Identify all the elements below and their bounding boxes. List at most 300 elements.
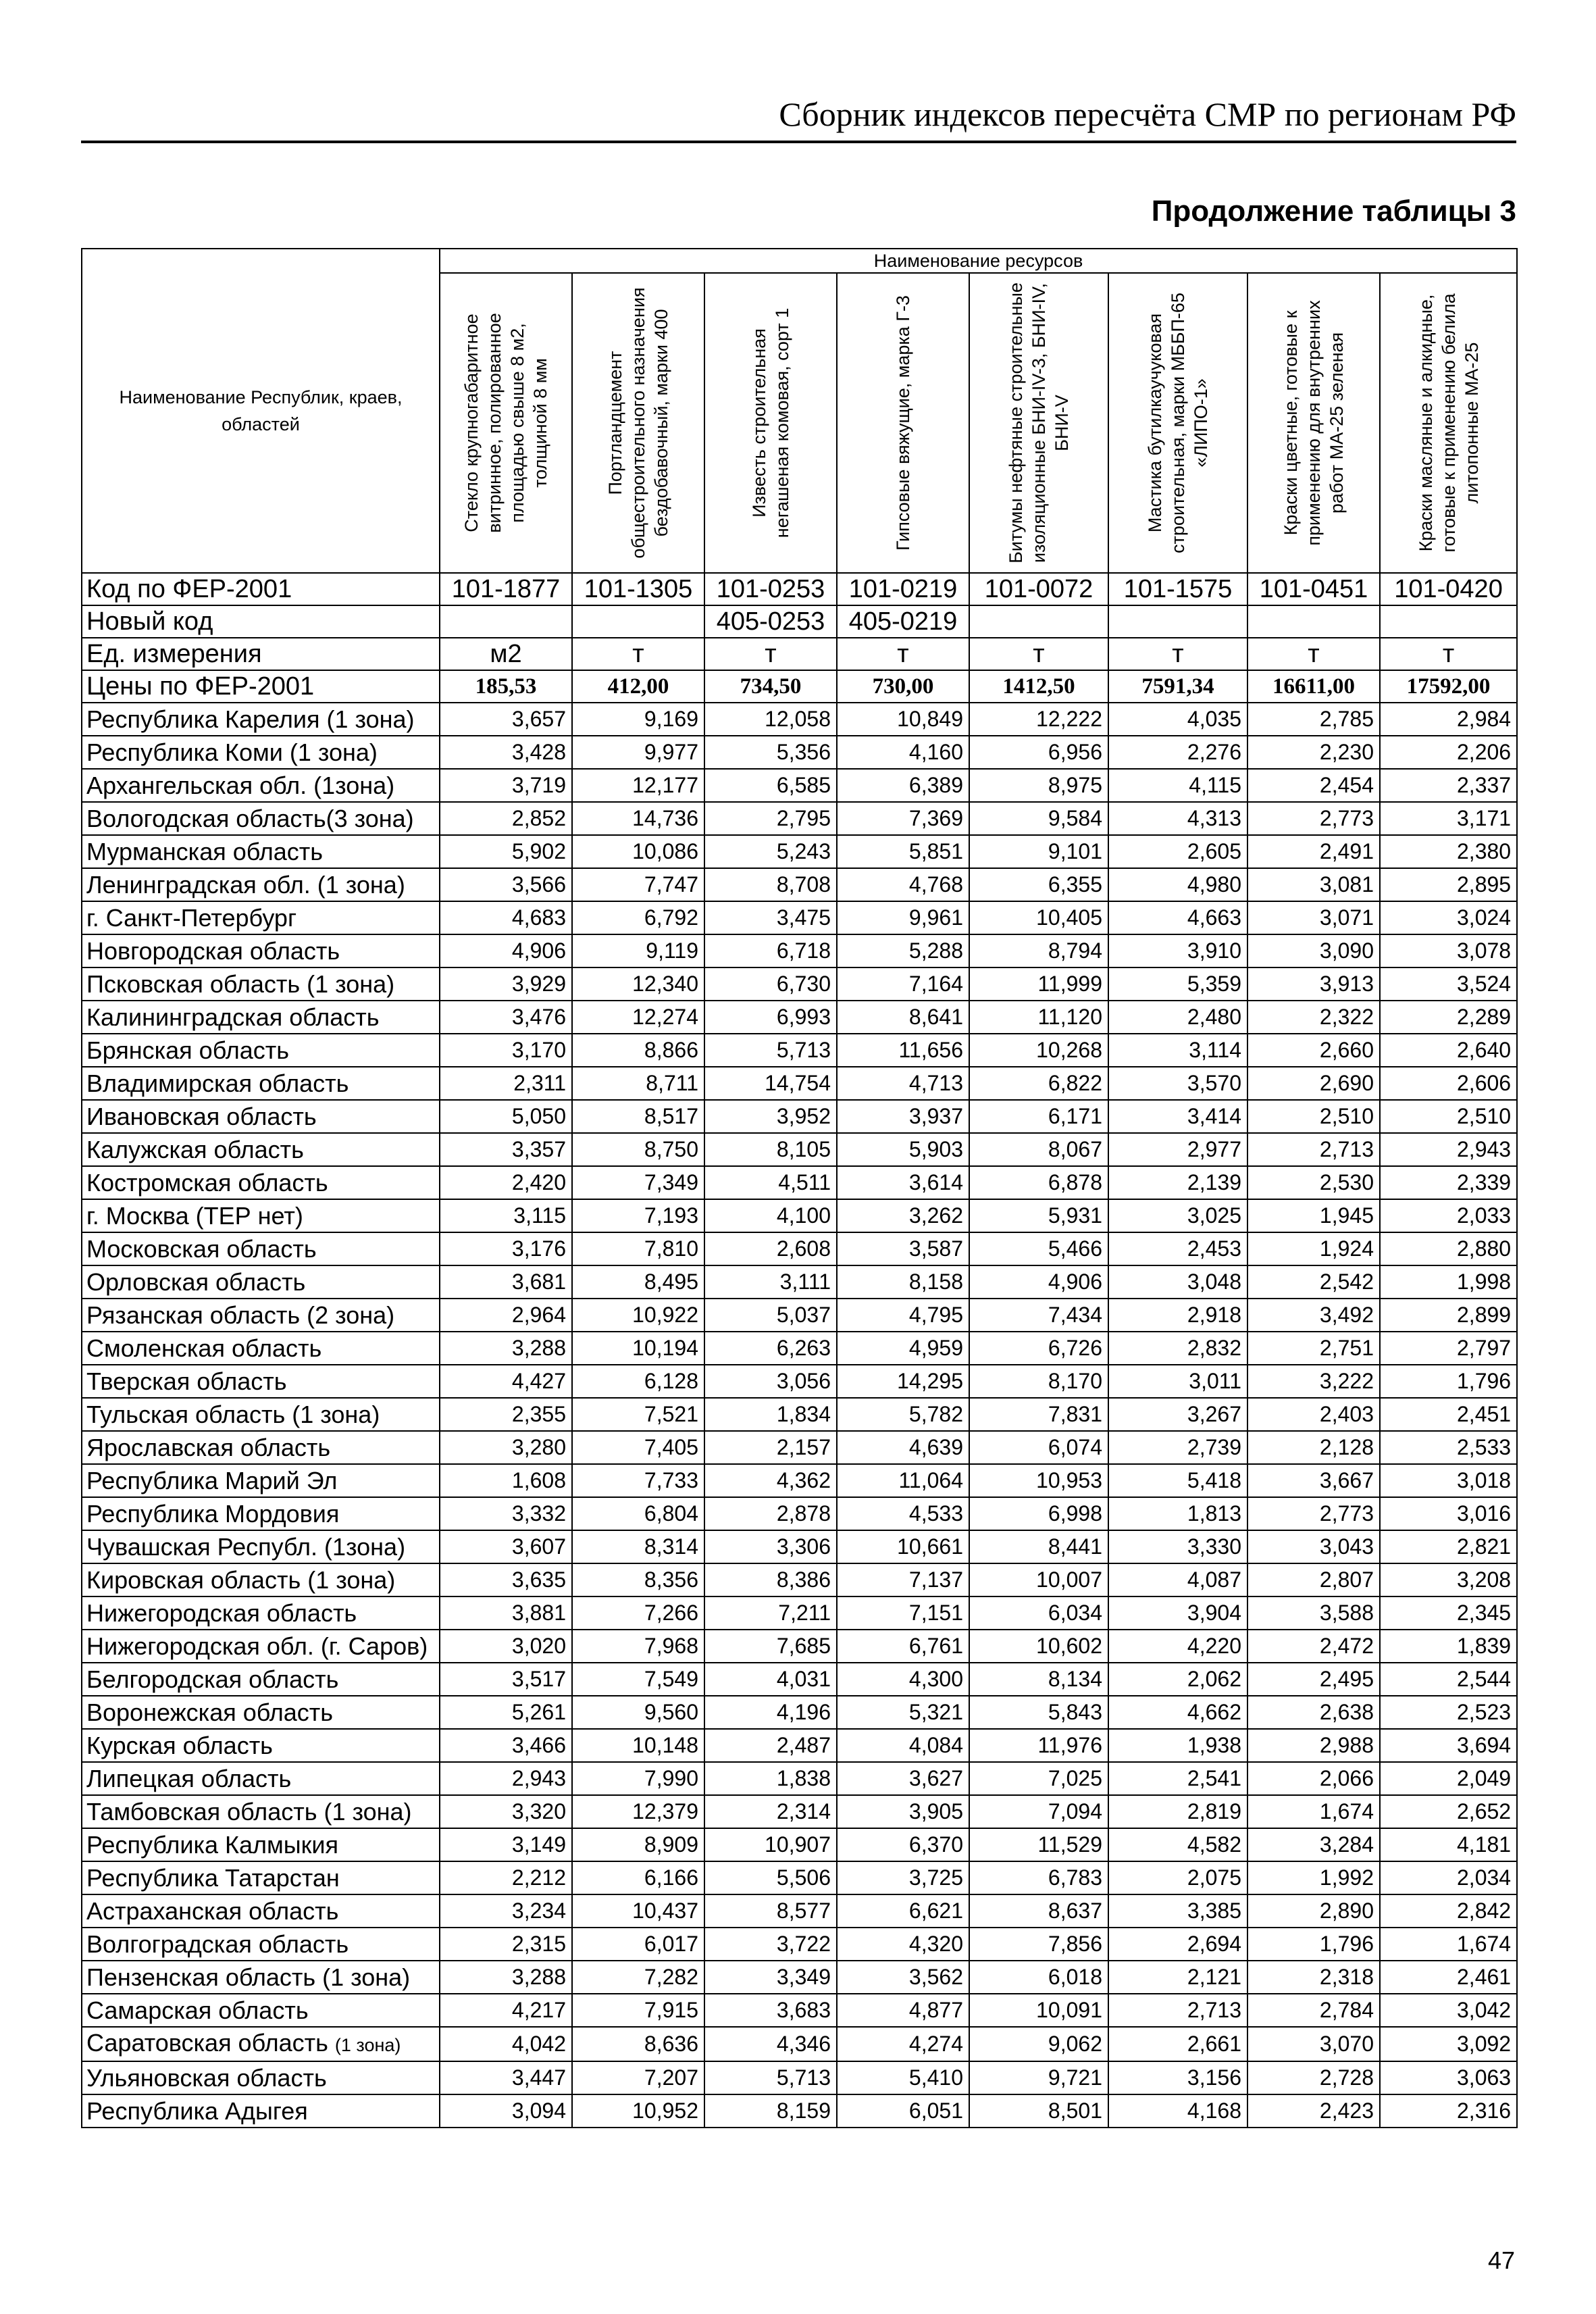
index-value: 7,349 — [572, 1166, 704, 1199]
index-value: 9,961 — [837, 901, 969, 934]
index-value: 3,011 — [1108, 1365, 1247, 1398]
price-row — [82, 670, 1517, 703]
index-value: 2,795 — [704, 802, 837, 835]
index-value: 7,549 — [572, 1663, 704, 1696]
index-value: 4,217 — [440, 1994, 572, 2027]
index-value: 4,300 — [837, 1663, 969, 1696]
index-value: 3,078 — [1380, 934, 1517, 967]
region-name — [82, 1828, 440, 1861]
region-name-text: Владимирская область — [86, 1069, 349, 1097]
index-value: 7,685 — [704, 1630, 837, 1663]
index-value: 11,064 — [837, 1464, 969, 1497]
region-name — [82, 901, 440, 934]
index-value: 1,838 — [704, 1762, 837, 1795]
index-value: 8,708 — [704, 868, 837, 901]
new-code-cell — [969, 605, 1108, 638]
unit-cell: т — [1247, 638, 1380, 670]
index-value: 2,451 — [1380, 1398, 1517, 1431]
index-value: 2,121 — [1108, 1961, 1247, 1994]
index-value: 6,804 — [572, 1497, 704, 1530]
index-value: 2,605 — [1108, 835, 1247, 868]
unit-row-label: Ед. измерения — [82, 638, 440, 670]
index-value: 3,349 — [704, 1961, 837, 1994]
region-name — [82, 1762, 440, 1795]
index-value: 3,475 — [704, 901, 837, 934]
index-value: 14,736 — [572, 802, 704, 835]
index-value: 2,066 — [1247, 1762, 1380, 1795]
index-value: 9,977 — [572, 736, 704, 769]
index-value: 3,905 — [837, 1795, 969, 1828]
index-value: 9,169 — [572, 703, 704, 736]
region-name-text: Республика Татарстан — [86, 1863, 340, 1892]
index-value: 2,510 — [1247, 1100, 1380, 1133]
index-value: 4,320 — [837, 1928, 969, 1961]
region-name-text: Тамбовская область (1 зона) — [86, 1797, 412, 1826]
region-name — [82, 1563, 440, 1596]
region-name-text: Астраханская область — [86, 1896, 339, 1925]
region-name — [82, 1332, 440, 1365]
index-value: 2,339 — [1380, 1166, 1517, 1199]
unit-cell: т — [704, 638, 837, 670]
index-value: 7,405 — [572, 1431, 704, 1464]
region-name — [82, 1001, 440, 1034]
index-value: 3,267 — [1108, 1398, 1247, 1431]
index-value: 10,952 — [572, 2094, 704, 2128]
region-name-text: Тульская область (1 зона) — [86, 1400, 380, 1428]
index-value: 2,034 — [1380, 1861, 1517, 1894]
index-value: 6,074 — [969, 1431, 1108, 1464]
table-row — [82, 1894, 1517, 1928]
index-value: 2,821 — [1380, 1530, 1517, 1563]
index-value: 2,311 — [440, 1067, 572, 1100]
index-value: 4,035 — [1108, 703, 1247, 736]
index-value: 4,362 — [704, 1464, 837, 1497]
index-value: 7,831 — [969, 1398, 1108, 1431]
index-value: 3,280 — [440, 1431, 572, 1464]
region-name-text: Липецкая область — [86, 1764, 292, 1792]
index-value: 10,086 — [572, 835, 704, 868]
region-name-text: Мурманская область — [86, 837, 324, 865]
fer-code-row-label: Код по ФЕР-2001 — [82, 573, 440, 605]
region-name — [82, 1894, 440, 1928]
index-value: 2,984 — [1380, 703, 1517, 736]
region-name-text: Архангельская обл. (1зона) — [86, 771, 395, 799]
index-value: 6,621 — [837, 1894, 969, 1928]
index-value: 3,635 — [440, 1563, 572, 1596]
index-value: 8,866 — [572, 1034, 704, 1067]
region-name — [82, 703, 440, 736]
index-value: 3,517 — [440, 1663, 572, 1696]
new-code-row — [82, 605, 1517, 638]
index-value: 1,796 — [1247, 1928, 1380, 1961]
index-value: 9,721 — [969, 2061, 1108, 2094]
index-value: 3,904 — [1108, 1596, 1247, 1630]
resource-column-label: Краски масляные и алкидные, готовые к применению белила литопонные МА-25 — [1415, 293, 1482, 553]
index-value: 2,480 — [1108, 1001, 1247, 1034]
unit-cell: т — [837, 638, 969, 670]
index-value: 2,461 — [1380, 1961, 1517, 1994]
index-value: 4,959 — [837, 1332, 969, 1365]
index-value: 8,170 — [969, 1365, 1108, 1398]
index-value: 3,627 — [837, 1762, 969, 1795]
index-value: 4,313 — [1108, 802, 1247, 835]
index-value: 3,588 — [1247, 1596, 1380, 1630]
index-value: 3,657 — [440, 703, 572, 736]
index-value: 2,661 — [1108, 2027, 1247, 2061]
index-value: 5,288 — [837, 934, 969, 967]
index-value: 2,355 — [440, 1398, 572, 1431]
index-value: 2,773 — [1247, 802, 1380, 835]
index-value: 2,453 — [1108, 1232, 1247, 1265]
region-name-text: Брянская область — [86, 1036, 289, 1064]
region-name-text: Республика Мордовия — [86, 1499, 340, 1528]
unit-cell: т — [969, 638, 1108, 670]
index-value: 2,652 — [1380, 1795, 1517, 1828]
index-value: 3,156 — [1108, 2061, 1247, 2094]
index-value: 10,194 — [572, 1332, 704, 1365]
resource-column-header — [1108, 273, 1247, 573]
index-value: 12,222 — [969, 703, 1108, 736]
index-value: 4,582 — [1108, 1828, 1247, 1861]
region-name — [82, 1265, 440, 1299]
table-row — [82, 835, 1517, 868]
index-value: 3,476 — [440, 1001, 572, 1034]
index-value: 6,370 — [837, 1828, 969, 1861]
table-row — [82, 1530, 1517, 1563]
index-value: 2,510 — [1380, 1100, 1517, 1133]
index-value: 4,683 — [440, 901, 572, 934]
region-name-text: Калужская область — [86, 1135, 304, 1163]
region-name — [82, 1299, 440, 1332]
index-value: 2,964 — [440, 1299, 572, 1332]
new-code-cell — [572, 605, 704, 638]
index-value: 4,511 — [704, 1166, 837, 1199]
table-row — [82, 1232, 1517, 1265]
index-value: 4,906 — [440, 934, 572, 967]
index-value: 2,314 — [704, 1795, 837, 1828]
index-value: 3,048 — [1108, 1265, 1247, 1299]
index-value: 8,441 — [969, 1530, 1108, 1563]
table-row — [82, 1497, 1517, 1530]
index-value: 8,711 — [572, 1067, 704, 1100]
table-row — [82, 1133, 1517, 1166]
resource-column-label: Портландцемент общестроительного назначения бездобавочный, марки 400 — [605, 287, 671, 559]
new-code-cell — [440, 605, 572, 638]
index-value: 2,523 — [1380, 1696, 1517, 1729]
index-value: 6,018 — [969, 1961, 1108, 1994]
index-value: 10,849 — [837, 703, 969, 736]
index-value: 2,139 — [1108, 1166, 1247, 1199]
index-value: 10,602 — [969, 1630, 1108, 1663]
index-value: 8,105 — [704, 1133, 837, 1166]
index-value: 5,851 — [837, 835, 969, 868]
region-name-text: Ленинградская обл. (1 зона) — [86, 870, 405, 899]
region-name-suffix: (1 зона) — [334, 2035, 401, 2055]
index-value: 6,998 — [969, 1497, 1108, 1530]
table-row — [82, 736, 1517, 769]
index-value: 6,355 — [969, 868, 1108, 901]
index-value: 4,087 — [1108, 1563, 1247, 1596]
region-name — [82, 1232, 440, 1265]
index-value: 8,386 — [704, 1563, 837, 1596]
index-value: 2,890 — [1247, 1894, 1380, 1928]
index-value: 10,007 — [969, 1563, 1108, 1596]
fer-code-cell: 101-0420 — [1380, 573, 1517, 605]
index-value: 8,636 — [572, 2027, 704, 2061]
index-value: 3,562 — [837, 1961, 969, 1994]
region-name — [82, 868, 440, 901]
index-value: 2,212 — [440, 1861, 572, 1894]
resource-column-header — [440, 273, 572, 573]
index-value: 1,839 — [1380, 1630, 1517, 1663]
index-value: 4,906 — [969, 1265, 1108, 1299]
region-name-text: Белгородская область — [86, 1665, 339, 1693]
index-value: 2,541 — [1108, 1762, 1247, 1795]
index-value: 5,359 — [1108, 967, 1247, 1001]
index-value: 6,017 — [572, 1928, 704, 1961]
index-value: 11,999 — [969, 967, 1108, 1001]
index-value: 3,725 — [837, 1861, 969, 1894]
index-value: 5,713 — [704, 2061, 837, 2094]
region-name-text: Республика Карелия (1 зона) — [86, 705, 415, 733]
price-cell: 730,00 — [837, 670, 969, 703]
table-row — [82, 1762, 1517, 1795]
resources-header: Наименование ресурсов — [440, 249, 1517, 273]
region-name-text: Вологодская область(3 зона) — [86, 804, 414, 832]
index-value: 2,049 — [1380, 1762, 1517, 1795]
region-name-text: Костромская область — [86, 1168, 328, 1197]
region-name — [82, 1497, 440, 1530]
index-value: 2,128 — [1247, 1431, 1380, 1464]
index-value: 2,289 — [1380, 1001, 1517, 1034]
table-row — [82, 1100, 1517, 1133]
index-value: 6,956 — [969, 736, 1108, 769]
region-name — [82, 1365, 440, 1398]
region-name — [82, 802, 440, 835]
index-value: 2,988 — [1247, 1729, 1380, 1762]
resource-column-label: Мастика бутилкаучуковая строительная, марки МББП-65 «ЛИПО-1» — [1145, 293, 1211, 553]
table-row — [82, 703, 1517, 736]
index-value: 2,316 — [1380, 2094, 1517, 2128]
index-value: 8,158 — [837, 1265, 969, 1299]
region-name-text: Тверская область — [86, 1367, 287, 1395]
fer-code-row — [82, 573, 1517, 605]
index-value: 2,403 — [1247, 1398, 1380, 1431]
table-row — [82, 1431, 1517, 1464]
region-name-text: Республика Марий Эл — [86, 1466, 338, 1494]
index-value: 3,043 — [1247, 1530, 1380, 1563]
fer-code-cell: 101-0219 — [837, 573, 969, 605]
index-value: 12,274 — [572, 1001, 704, 1034]
resource-column-header — [704, 273, 837, 573]
index-value: 4,346 — [704, 2027, 837, 2061]
index-value: 3,306 — [704, 1530, 837, 1563]
index-value: 12,058 — [704, 703, 837, 736]
index-value: 9,119 — [572, 934, 704, 967]
index-value: 2,337 — [1380, 769, 1517, 802]
fer-code-cell: 101-0072 — [969, 573, 1108, 605]
index-value: 7,747 — [572, 868, 704, 901]
index-value: 3,208 — [1380, 1563, 1517, 1596]
region-name-text: Саратовская область — [86, 2029, 328, 2057]
index-value: 4,877 — [837, 1994, 969, 2027]
index-value: 7,025 — [969, 1762, 1108, 1795]
index-value: 3,042 — [1380, 1994, 1517, 2027]
region-name-text: Нижегородская область — [86, 1599, 357, 1627]
region-name — [82, 1199, 440, 1232]
region-name-text: Смоленская область — [86, 1334, 322, 1362]
index-value: 7,369 — [837, 802, 969, 835]
index-value: 7,137 — [837, 1563, 969, 1596]
index-value: 2,491 — [1247, 835, 1380, 868]
index-value: 5,713 — [704, 1034, 837, 1067]
region-name — [82, 1961, 440, 1994]
region-name — [82, 2094, 440, 2128]
index-value: 3,929 — [440, 967, 572, 1001]
index-value: 12,379 — [572, 1795, 704, 1828]
index-value: 14,295 — [837, 1365, 969, 1398]
table-row — [82, 1928, 1517, 1961]
index-value: 3,063 — [1380, 2061, 1517, 2094]
index-value: 8,909 — [572, 1828, 704, 1861]
index-value: 2,322 — [1247, 1001, 1380, 1034]
region-name — [82, 1431, 440, 1464]
index-value: 7,521 — [572, 1398, 704, 1431]
index-value: 6,166 — [572, 1861, 704, 1894]
index-value: 9,101 — [969, 835, 1108, 868]
resource-column-header — [1380, 273, 1517, 573]
index-value: 8,750 — [572, 1133, 704, 1166]
index-value: 6,726 — [969, 1332, 1108, 1365]
table-row — [82, 967, 1517, 1001]
index-value: 3,288 — [440, 1961, 572, 1994]
index-value: 2,420 — [440, 1166, 572, 1199]
page-number: 47 — [1487, 2246, 1515, 2274]
index-value: 10,661 — [837, 1530, 969, 1563]
index-value: 7,151 — [837, 1596, 969, 1630]
region-name — [82, 1133, 440, 1166]
index-value: 3,492 — [1247, 1299, 1380, 1332]
index-value: 4,662 — [1108, 1696, 1247, 1729]
index-value: 4,427 — [440, 1365, 572, 1398]
index-value: 1,813 — [1108, 1497, 1247, 1530]
index-value: 3,114 — [1108, 1034, 1247, 1067]
index-value: 4,713 — [837, 1067, 969, 1100]
new-code-cell: 405-0219 — [837, 605, 969, 638]
page-header: Сборник индексов пересчёта СМР по регионам РФ — [779, 95, 1516, 133]
index-value: 2,878 — [704, 1497, 837, 1530]
index-value: 2,943 — [440, 1762, 572, 1795]
index-value: 2,977 — [1108, 1133, 1247, 1166]
index-value: 2,713 — [1108, 1994, 1247, 2027]
index-value: 1,674 — [1380, 1928, 1517, 1961]
index-value: 7,915 — [572, 1994, 704, 2027]
index-value: 3,466 — [440, 1729, 572, 1762]
index-value: 6,389 — [837, 769, 969, 802]
index-value: 9,584 — [969, 802, 1108, 835]
table-row — [82, 2027, 1517, 2061]
region-name-text: Пензенская область (1 зона) — [86, 1963, 411, 1991]
index-value: 5,782 — [837, 1398, 969, 1431]
fer-code-cell: 101-1877 — [440, 573, 572, 605]
resource-column-header — [572, 273, 704, 573]
index-value: 3,115 — [440, 1199, 572, 1232]
region-name — [82, 736, 440, 769]
index-value: 3,092 — [1380, 2027, 1517, 2061]
table-row — [82, 868, 1517, 901]
index-value: 9,062 — [969, 2027, 1108, 2061]
index-value: 2,943 — [1380, 1133, 1517, 1166]
index-value: 5,506 — [704, 1861, 837, 1894]
index-value: 2,660 — [1247, 1034, 1380, 1067]
index-value: 1,938 — [1108, 1729, 1247, 1762]
index-value: 2,739 — [1108, 1431, 1247, 1464]
index-value: 11,656 — [837, 1034, 969, 1067]
index-value: 8,794 — [969, 934, 1108, 967]
index-value: 6,718 — [704, 934, 837, 967]
table-row — [82, 1663, 1517, 1696]
index-value: 7,282 — [572, 1961, 704, 1994]
index-value: 12,177 — [572, 769, 704, 802]
table-row — [82, 802, 1517, 835]
index-value: 3,094 — [440, 2094, 572, 2128]
index-value: 4,196 — [704, 1696, 837, 1729]
index-value: 3,288 — [440, 1332, 572, 1365]
index-value: 2,807 — [1247, 1563, 1380, 1596]
index-value: 6,034 — [969, 1596, 1108, 1630]
table-row — [82, 1961, 1517, 1994]
index-value: 3,081 — [1247, 868, 1380, 901]
region-name — [82, 934, 440, 967]
index-value: 4,663 — [1108, 901, 1247, 934]
index-value: 8,067 — [969, 1133, 1108, 1166]
index-value: 2,533 — [1380, 1431, 1517, 1464]
region-name-text: Кировская область (1 зона) — [86, 1565, 396, 1594]
table-row — [82, 1563, 1517, 1596]
index-value: 7,810 — [572, 1232, 704, 1265]
region-name-text: Калининградская область — [86, 1003, 380, 1031]
index-value: 2,784 — [1247, 1994, 1380, 2027]
resource-column-label: Краски цветные, готовые к применению для внутренних работ МА-25 зеленая — [1281, 300, 1347, 546]
index-value: 5,902 — [440, 835, 572, 868]
index-value: 2,785 — [1247, 703, 1380, 736]
index-value: 5,037 — [704, 1299, 837, 1332]
index-value: 7,266 — [572, 1596, 704, 1630]
index-value: 4,795 — [837, 1299, 969, 1332]
index-value: 2,842 — [1380, 1894, 1517, 1928]
index-value: 8,517 — [572, 1100, 704, 1133]
index-value: 2,495 — [1247, 1663, 1380, 1696]
table-row — [82, 934, 1517, 967]
index-value: 3,176 — [440, 1232, 572, 1265]
index-value: 3,330 — [1108, 1530, 1247, 1563]
index-value: 3,020 — [440, 1630, 572, 1663]
price-cell: 1412,50 — [969, 670, 1108, 703]
fer-code-cell: 101-1305 — [572, 573, 704, 605]
new-code-cell — [1108, 605, 1247, 638]
index-value: 4,100 — [704, 1199, 837, 1232]
fer-code-cell: 101-0253 — [704, 573, 837, 605]
index-value: 5,843 — [969, 1696, 1108, 1729]
table-row — [82, 1795, 1517, 1828]
index-value: 3,952 — [704, 1100, 837, 1133]
index-value: 3,016 — [1380, 1497, 1517, 1530]
index-value: 10,907 — [704, 1828, 837, 1861]
index-value: 3,357 — [440, 1133, 572, 1166]
index-value: 2,918 — [1108, 1299, 1247, 1332]
index-value: 2,773 — [1247, 1497, 1380, 1530]
index-value: 3,566 — [440, 868, 572, 901]
